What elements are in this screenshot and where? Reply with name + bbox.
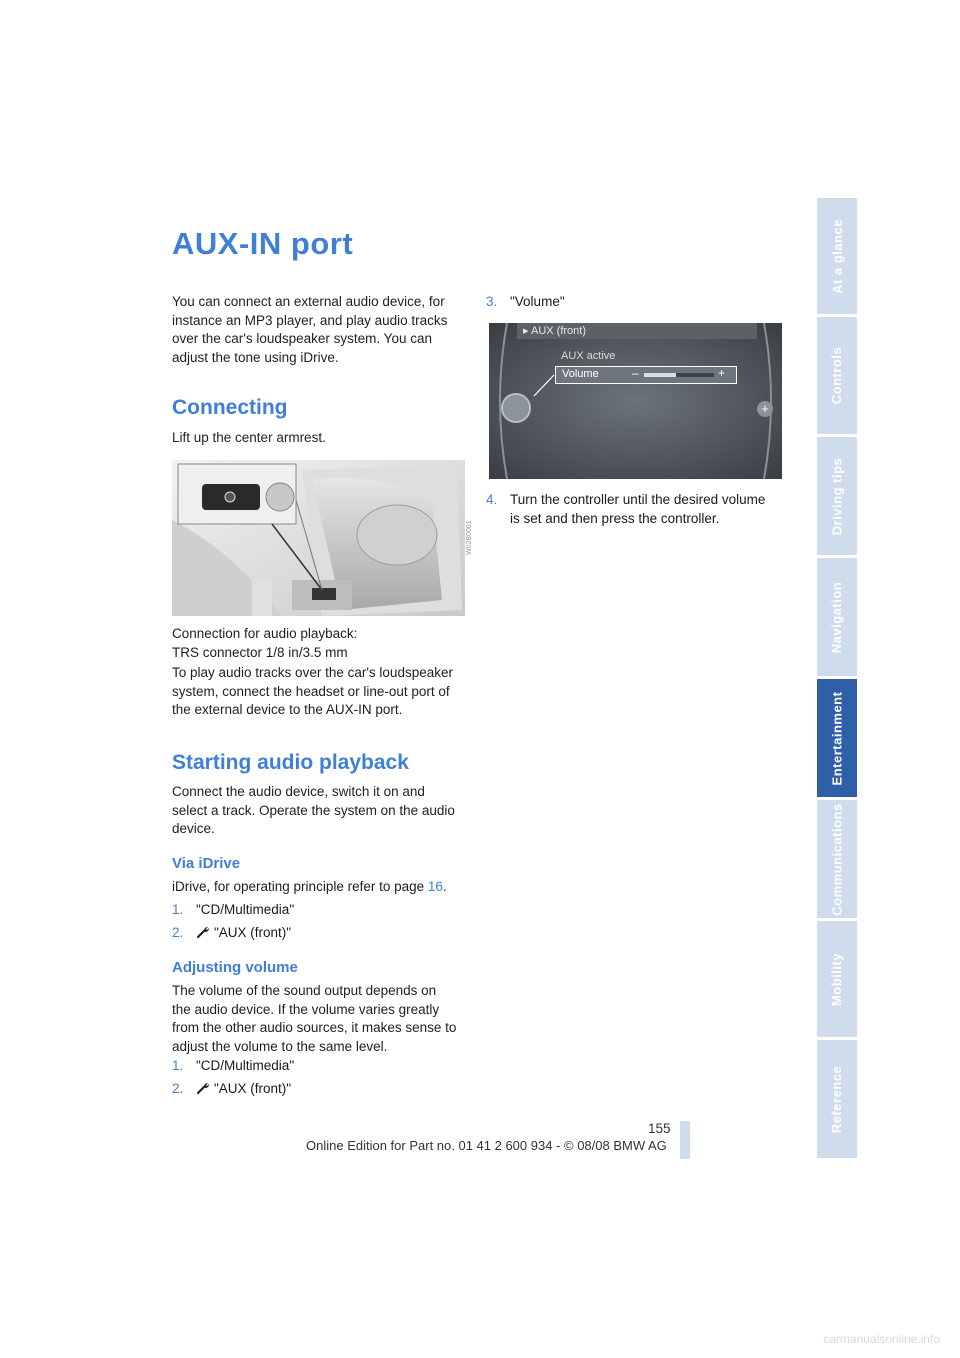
photo-code: W02B0001 [466, 520, 473, 555]
armrest-photo [172, 460, 473, 616]
volume-row[interactable] [555, 366, 737, 384]
step-4: 4. Turn the controller until the desired volume is set and then press the controller. [486, 492, 766, 526]
tab-navigation[interactable]: Navigation [817, 558, 857, 676]
idrive-screen [489, 323, 782, 479]
screen-header: ▸ AUX (front) [523, 325, 586, 337]
footer-bar [680, 1121, 690, 1159]
connection-caption: Connection for audio playback: TRS connector 1/8 in/3.5 mm [172, 626, 358, 660]
page-title: AUX-IN port [172, 226, 354, 261]
via-step-2: 2. "AUX (front)" [172, 925, 292, 940]
starting-heading: Starting audio playback [172, 751, 409, 774]
screen-status: AUX active [561, 350, 616, 362]
screen-background [489, 323, 782, 479]
connecting-text: Lift up the center armrest. [172, 430, 326, 445]
via-idrive-heading: Via iDrive [172, 855, 241, 872]
tab-driving-tips[interactable]: Driving tips [817, 437, 857, 555]
volume-minus: – [632, 366, 639, 380]
volume-label: Volume [562, 368, 599, 380]
via-idrive-text: iDrive, for operating principle refer to page 16. [172, 879, 447, 894]
adjusting-body: The volume of the sound output depends on the audio device. If the volume varies greatly from the other audio sources, it makes sense to adjust the volume to the same level. [172, 983, 457, 1054]
tab-reference[interactable]: Reference [817, 1040, 857, 1158]
controller-left-knob [501, 393, 531, 423]
plus-circle-icon: + [757, 401, 773, 417]
tab-communications[interactable]: Communications [817, 800, 857, 918]
step-3: 3. "Volume" [486, 294, 565, 309]
volume-plus: + [718, 366, 726, 380]
controller-press-icon [196, 925, 210, 939]
volume-fill [644, 373, 676, 377]
forward-arrow-icon: ▸ [523, 325, 531, 337]
adjust-step-1: 1. "CD/Multimedia" [172, 1058, 295, 1073]
tab-entertainment[interactable]: Entertainment [817, 679, 857, 797]
controller-press-icon [196, 1081, 210, 1095]
watermark: carmanualsonline.info [823, 1332, 940, 1346]
tab-controls[interactable]: Controls [817, 317, 857, 434]
intro-paragraph: You can connect an external audio device, for instance an MP3 player, and play audio tracks over the car's loudspeaker system. You can adjust the tone using iDrive. [172, 294, 448, 365]
page-link[interactable]: 16 [427, 879, 443, 894]
adjusting-heading: Adjusting volume [172, 959, 298, 976]
adjust-step-2: 2. "AUX (front)" [172, 1081, 292, 1096]
via-step-1: 1. "CD/Multimedia" [172, 902, 295, 917]
footer-text: Online Edition for Part no. 01 41 2 600 934 - © 08/08 BMW AG [306, 1138, 667, 1153]
tab-mobility[interactable]: Mobility [817, 921, 857, 1037]
tab-at-a-glance[interactable]: At a glance [817, 198, 857, 314]
connecting-heading: Connecting [172, 396, 288, 419]
page-number: 155 [648, 1121, 671, 1136]
volume-track [644, 373, 714, 377]
starting-body: Connect the audio device, switch it on and select a track. Operate the system on the audio device. [172, 784, 455, 836]
connecting-body: To play audio tracks over the car's loudspeaker system, connect the headset or line-out port of the external device to the AUX-IN port. [172, 665, 453, 717]
